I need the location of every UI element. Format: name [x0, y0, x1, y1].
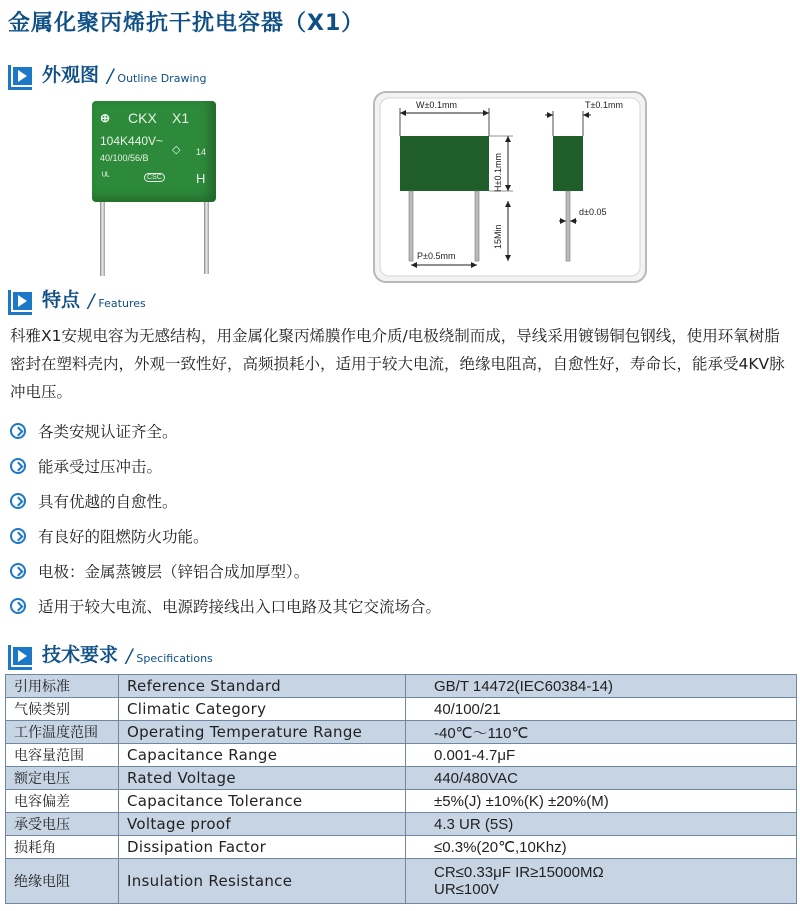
spec-name-en: Capacitance Range	[119, 744, 406, 767]
spec-name-en: Climatic Category	[119, 698, 406, 721]
chevron-circle-icon	[10, 423, 26, 439]
marking-approval: 14	[196, 147, 207, 157]
label-pitch: P±0.5mm	[417, 251, 456, 261]
spec-name-cn: 损耗角	[6, 836, 119, 859]
label-width: W±0.1mm	[416, 100, 457, 110]
list-item	[10, 483, 441, 518]
chevron-circle-icon	[10, 598, 26, 614]
spec-name-en: Rated Voltage	[119, 767, 406, 790]
spec-value	[406, 859, 797, 904]
spec-name-cn: 额定电压	[6, 767, 119, 790]
spec-name-en: Voltage proof	[119, 813, 406, 836]
feature-text: 适用于较大电流、电源跨接线出入口电路及其它交流场合。	[38, 597, 442, 616]
label-lead-length: 15Min	[493, 224, 503, 249]
marking-category: 40/100/56/B	[100, 153, 149, 163]
section-title-en: Specifications	[136, 652, 213, 665]
table-row	[6, 744, 797, 767]
label-lead-dia: d±0.05	[579, 207, 607, 217]
spec-name-cn: 引用标准	[6, 675, 119, 698]
spec-name-cn: 电容量范围	[6, 744, 119, 767]
spec-name-en: Capacitance Tolerance	[119, 790, 406, 813]
chevron-circle-icon	[10, 493, 26, 509]
list-item	[10, 553, 441, 588]
spec-name-en: Reference Standard	[119, 675, 406, 698]
play-icon	[8, 645, 34, 667]
section-title-en: Outline Drawing	[117, 72, 207, 85]
feature-list	[10, 413, 441, 623]
table-row	[6, 790, 797, 813]
table-row	[6, 836, 797, 859]
capacitor-body	[92, 101, 216, 202]
list-item	[10, 588, 441, 623]
lead-wire-left	[100, 200, 105, 276]
table-row	[6, 675, 797, 698]
slash-divider: /	[107, 65, 114, 87]
table-row	[6, 721, 797, 744]
spec-name-en: Dissipation Factor	[119, 836, 406, 859]
section-header-features	[8, 285, 146, 312]
list-item	[10, 518, 441, 553]
spec-value: -40℃～110℃	[406, 721, 797, 744]
brand-logo-icon: ⊕	[100, 111, 111, 125]
spec-name-cn: 气候类别	[6, 698, 119, 721]
spec-value: GB/T 14472(IEC60384-14)	[406, 675, 797, 698]
slash-divider: /	[88, 290, 95, 312]
list-item	[10, 413, 441, 448]
lead-wire-right	[204, 200, 209, 274]
section-header-outline	[8, 60, 206, 87]
feature-text: 能承受过压冲击。	[38, 457, 163, 476]
label-height: H±0.1mm	[493, 153, 503, 192]
feature-text: 各类安规认证齐全。	[38, 422, 178, 441]
side-view-body	[553, 136, 583, 191]
chevron-circle-icon	[10, 528, 26, 544]
front-view-body	[400, 136, 489, 191]
section-title-cn: 特点	[42, 289, 81, 311]
front-lead-right	[475, 191, 479, 261]
label-thickness: T±0.1mm	[585, 100, 623, 110]
play-icon	[8, 65, 34, 87]
cert-mark: CSC	[144, 173, 165, 182]
marking-brand: CKX	[128, 110, 157, 126]
description-paragraph: 科雅X1安规电容为无感结构，用金属化聚丙烯膜作电介质/电极绕制而成，导线采用镀锡铜包钢线，使用环氧树脂密封在塑料壳内，外观一致性好，高频损耗小，适用于较大电流，绝缘电阻高，自愈性好，寿命长，能承受4KV脉冲电压。	[10, 327, 785, 401]
spec-name-en: Operating Temperature Range	[119, 721, 406, 744]
table-row	[6, 698, 797, 721]
spec-name-cn: 承受电压	[6, 813, 119, 836]
ul-mark-icon: ᵁᴸ	[102, 171, 110, 182]
front-lead-left	[409, 191, 413, 261]
marking-letter: H	[196, 171, 206, 186]
marking-code: 104K440V~	[100, 134, 164, 148]
chevron-circle-icon	[10, 458, 26, 474]
spec-name-cn: 工作温度范围	[6, 721, 119, 744]
list-item	[10, 448, 441, 483]
side-lead	[566, 191, 570, 261]
feature-text: 有良好的阻燃防火功能。	[38, 527, 209, 546]
spec-value: 4.3 UR (5S)	[406, 813, 797, 836]
spec-name-cn: 绝缘电阻	[6, 859, 119, 904]
table-row	[6, 813, 797, 836]
section-title-cn: 外观图	[42, 64, 100, 86]
spec-value: ±5%(J) ±10%(K) ±20%(M)	[406, 790, 797, 813]
dimension-drawing	[373, 91, 647, 283]
section-title-en: Features	[98, 297, 146, 310]
enec-mark-icon: ◇	[172, 144, 181, 156]
spec-value: 0.001-4.7μF	[406, 744, 797, 767]
spec-name-cn: 电容偏差	[6, 790, 119, 813]
marking-class: X1	[172, 110, 190, 126]
section-header-specs	[8, 640, 213, 667]
feature-text: 电极：金属蒸镀层（锌铝合成加厚型）。	[38, 562, 310, 581]
section-title-cn: 技术要求	[42, 644, 119, 666]
table-row	[6, 859, 797, 904]
spec-value-line: UR≤100V	[434, 881, 499, 898]
spec-value: 440/480VAC	[406, 767, 797, 790]
spec-value: 40/100/21	[406, 698, 797, 721]
feature-text: 具有优越的自愈性。	[38, 492, 178, 511]
spec-table	[5, 674, 797, 904]
chevron-circle-icon	[10, 563, 26, 579]
play-icon	[8, 290, 34, 312]
table-row	[6, 767, 797, 790]
spec-name-en: Insulation Resistance	[119, 859, 406, 904]
spec-value-line: CR≤0.33μF IR≥15000MΩ	[434, 864, 604, 881]
page-title: 金属化聚丙烯抗干扰电容器（X1）	[8, 11, 365, 36]
spec-value: ≤0.3%(20℃,10Khz)	[406, 836, 797, 859]
slash-divider: /	[126, 645, 133, 667]
